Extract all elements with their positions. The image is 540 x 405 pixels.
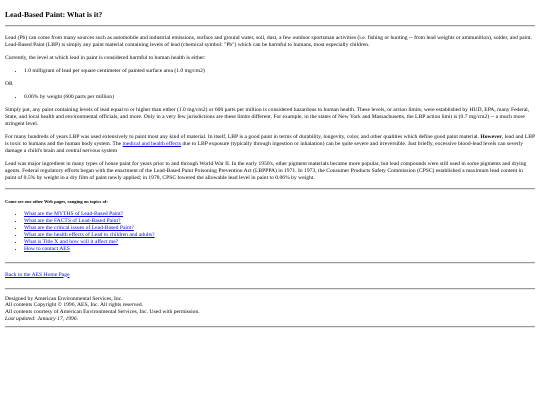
home-page-link[interactable]: Back to the AES Home Page (5, 271, 70, 278)
action-limits-paragraph: Simply put, any paint containing levels of lead equal to or higher than either (1.0 mg/cm2) or 600 parts per million is considered hazardous to human health. These levels, or action limits, were established by HUD, EPA, many Federal, State, and local health and environmental officials, and more. Only in a very few jurisdictions are these limits different. For example, in the states of New York and Massachusetts, the LBP action limit is (0.7 mg/cm2) -- a much more stringent level. (5, 107, 530, 127)
level-item-2: • 0.06% by weight (600 parts per million) (24, 94, 535, 101)
or-text: OR (5, 81, 13, 88)
list-item (24, 218, 535, 225)
harmful-level-paragraph: Currently, the level at which lead in paint is considered harmful to human health is either: (5, 55, 206, 62)
other-pages-heading: Come see our other Web pages, ranging on topics of: (5, 198, 108, 204)
history-text-1: For many hundreds of years LBP was used extensively to paint most any kind of material. In itself, LBP is a good paint in terms of durability, longevity, color, and other qualities which define good paint material. (5, 133, 481, 140)
level-list-2 (5, 94, 535, 101)
facts-link[interactable]: What are the FACTS of Lead-Based Paint? (24, 217, 121, 224)
list-item (24, 239, 535, 246)
topic-links-list (5, 211, 535, 253)
level-list-1 (5, 68, 535, 75)
list-item (24, 225, 535, 232)
however-emphasis: However (480, 133, 502, 140)
footer-designed-by: Designed by American Environmental Services, Inc. (5, 295, 123, 302)
list-item (24, 246, 535, 253)
health-effects-topic-link[interactable]: What are the health effects of Lead to children and adults? (24, 231, 155, 238)
myths-link[interactable]: What are the MYTHS of Lead-Based Paint? (24, 210, 124, 217)
divider-top (5, 25, 535, 27)
list-item (24, 232, 535, 239)
footer-last-updated (5, 316, 535, 323)
intro-paragraph: Lead (Pb) can come from many sources such as automobile and industrial emissions, surface and ground water, soil, dust, a few outdoor sportsman activities (i.e. fishing or hunting -- from lead weights or ammunition), solder, and paint. Lead-Based Paint (LBP) is simply any paint material containing levels of lead (chemical symbol: "Pb") which can be harmful to humans, most especially children. (5, 35, 532, 49)
contact-link[interactable]: How to contact AES (24, 245, 70, 252)
health-effects-link[interactable]: medical and health effects (122, 140, 181, 147)
level-item-1: • 1.0 milligram of lead per square centimeter of painted surface area (1.0 mg/cm2) (24, 68, 535, 75)
divider-middle (5, 188, 535, 190)
last-updated-text: Last updated: January 17, 1996. (5, 316, 79, 323)
title-x-link[interactable]: What is Title X and how will it affect me? (24, 238, 119, 245)
page-title: Lead-Based Paint: What is it? (5, 10, 103, 19)
divider-links (5, 262, 535, 264)
back-section (5, 272, 535, 279)
regulation-paragraph: Lead was major ingredient in many types of house paint for years prior to and through World War II. In the early 1950's, other pigment materials became more popular, but lead compounds were still used in some pigments and drying agents. Federal regulatory efforts began with the enactment of the Lead-Based Paint Poisoning Prevention Act (LBPPPA) in 1971. In 1973, the Consumer Products Safety Commission (CPSC) established a maximum lead content in paint of 0.5% by weight in a dry film of paint newly applied; in 1978, CPSC lowered the allowable lead level in paint to 0.06% by weight. (5, 160, 527, 181)
divider-footer (5, 288, 535, 290)
footer (5, 296, 535, 324)
divider-bottom (5, 326, 535, 328)
history-text-3: due to LBP exposure (typically through ingestion or inhalation) can be quite severe and irreversible. Just briefly, excessive blood-lead levels can severly damage a child's brain and central nervous system (5, 140, 524, 154)
list-item (24, 211, 535, 218)
footer-courtesy: All contents courtesy of American Environmental Services, Inc. Used with permission. (5, 309, 200, 316)
history-text-2: , lead and LBP is toxic to humans and the human body system. The (5, 133, 535, 147)
history-paragraph (5, 134, 535, 155)
footer-copyright: All contents Copyright © 1996, AES, Inc. All rights reserved. (5, 302, 144, 309)
critical-issues-link[interactable]: What are the critical issues of Lead-Based Paint? (24, 224, 134, 231)
